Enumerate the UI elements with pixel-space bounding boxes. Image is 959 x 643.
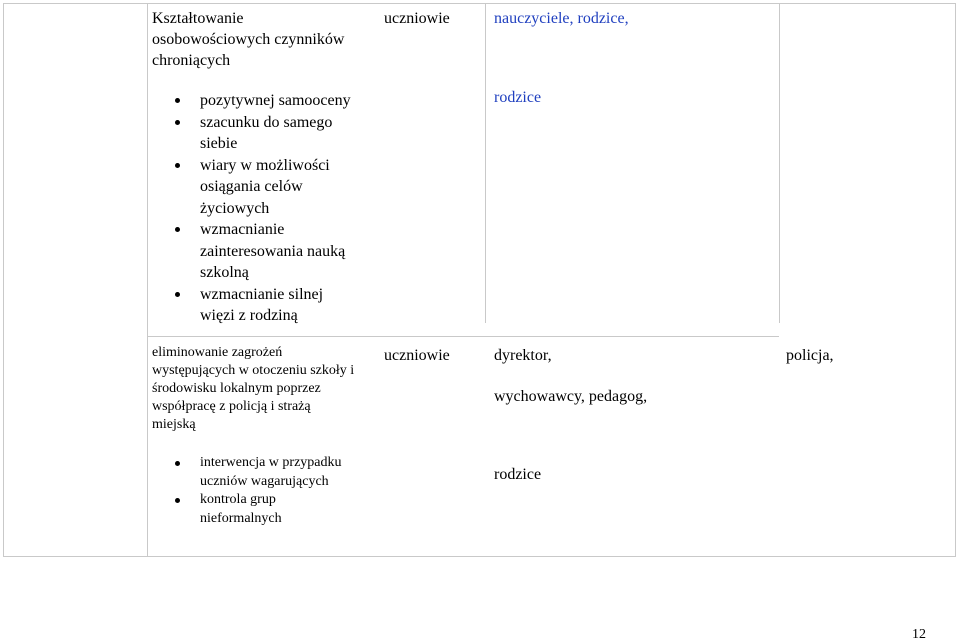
list-item-line: pozytywnej samooceny [200,92,351,109]
implementers-cell: nauczyciele, rodzice, [494,10,629,27]
table-border-right [955,3,956,557]
partners-cell: policja, [786,347,834,364]
implementers-cell: wychowawcy, pedagog, [494,388,648,405]
list-item [173,284,383,327]
list-item [173,491,393,528]
page-number: 12 [912,627,926,642]
list-item-line: interwencja w przypadku [200,455,342,470]
list-item [173,219,383,284]
list-item-line: szkolną [200,264,249,281]
goal-title-line: współpracę z policją i strażą [152,399,311,414]
goal-title-line: występujących w otoczeniu szkoły i [152,363,355,378]
goal-title-line: miejską [152,417,196,432]
table-border-left [3,3,4,557]
table-row-divider [148,336,779,337]
table-column-divider-1 [147,3,148,557]
table-column-divider-2 [485,3,486,323]
list-item-line: więzi z rodziną [200,307,298,324]
goal-title-line: eliminowanie zagrożeń [152,345,283,360]
implementers-cell: rodzice [494,89,542,106]
list-item-line: wzmacnianie [200,221,285,238]
bullet-list-eliminating-threats [173,454,393,528]
list-item [173,454,393,491]
goal-title-eliminating-threats [152,344,354,434]
list-item [173,112,383,155]
recipients-cell: uczniowie [384,10,450,27]
table-border-bottom [3,556,956,557]
list-item-line: wzmacnianie silnej [200,285,324,303]
goal-title-line: osobowościowych czynników [152,31,345,48]
implementers-cell: rodzice [494,466,542,483]
list-item-line: siebie [200,135,238,152]
list-item-line: wiary w możliwości [200,156,330,174]
list-item-line: życiowych [200,199,270,217]
list-item-line: osiągania celów [200,178,303,195]
implementers-cell: dyrektor, [494,347,552,364]
bullet-list-personality-factors [173,90,383,327]
goal-title-line: środowisku lokalnym poprzez [152,381,321,396]
recipients-cell: uczniowie [384,347,450,364]
list-item-line: uczniów wagarujących [200,473,329,489]
list-item [173,90,383,112]
goal-title-personality-factors [152,8,344,71]
table-column-divider-3 [779,3,780,323]
goal-title-line: chroniących [152,52,231,69]
list-item-line: szacunku do samego [200,113,333,131]
goal-title-line: Kształtowanie [152,10,244,27]
list-item-line: kontrola grup [200,492,276,507]
list-item-line: zainteresowania nauką [200,242,346,260]
list-item [173,155,383,220]
list-item-line: nieformalnych [200,510,282,526]
table-border-top [3,3,956,4]
